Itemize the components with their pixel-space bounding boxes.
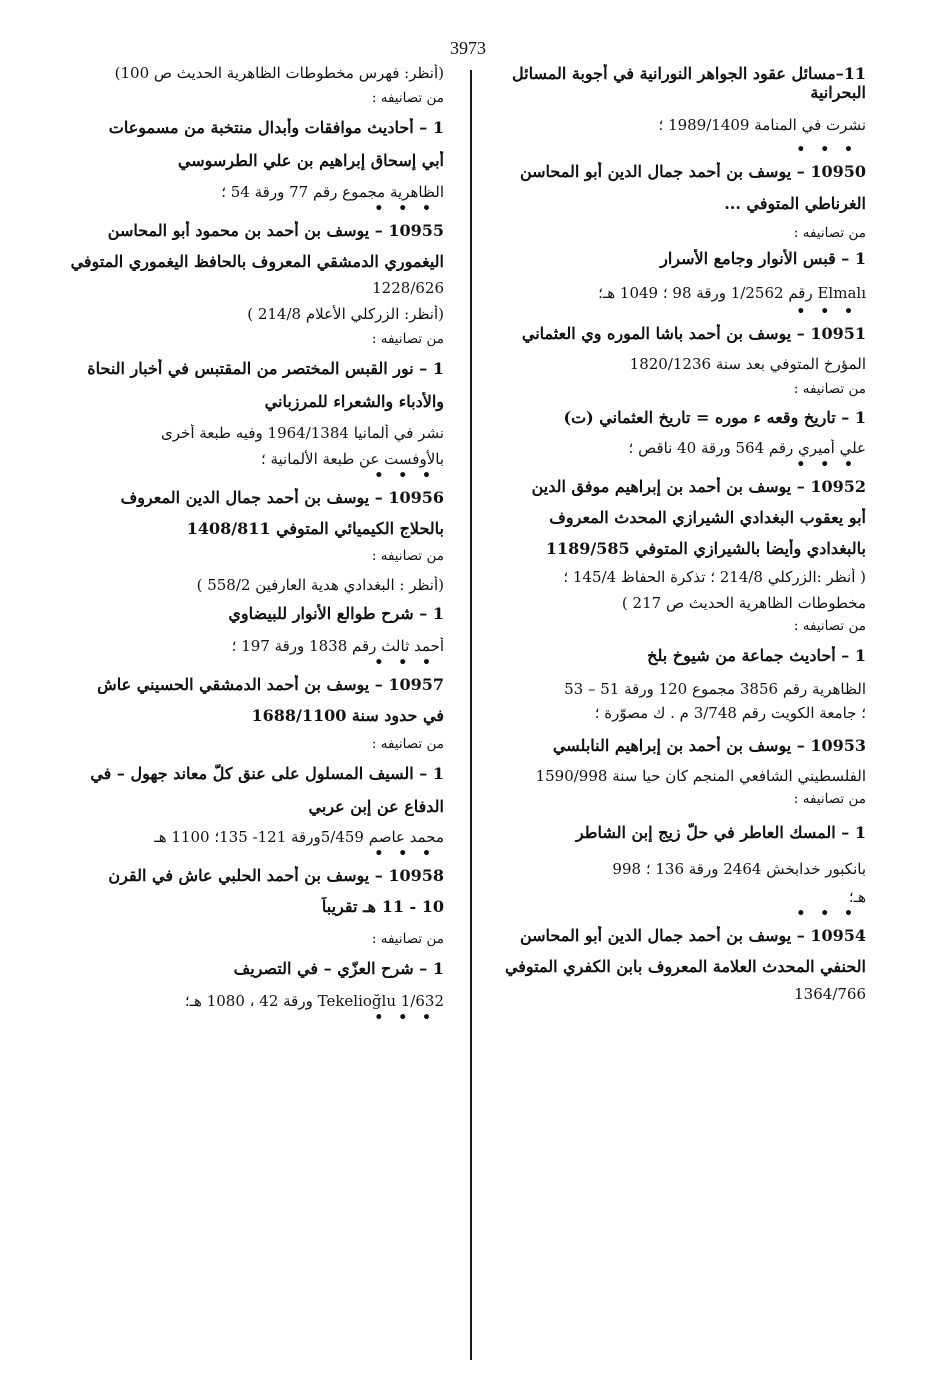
entry-heading-line: 1 – قبس الأنوار وجامع الأسرار: [660, 248, 866, 268]
entry-heading-line: 10952 – يوسف بن أحمد بن إبراهيم موفق الدين: [531, 476, 866, 496]
entry-heading-line: بالبغدادي وأيضا بالشيرازي المتوفي 1189/585: [545, 539, 866, 559]
entry-separator: • • •: [796, 304, 858, 321]
entry-heading-line: 10958 – يوسف بن أحمد الحلبي عاش في القرن: [108, 866, 444, 886]
entry-heading-line: 10 - 11 هـ تقريباً: [321, 897, 444, 917]
entry-text-line: المؤرخ المتوفي بعد سنة 1820/1236: [629, 355, 866, 374]
entry-heading-line: بالحلاج الكيميائي المتوفي 1408/811: [186, 518, 444, 538]
entry-heading-line: 1 – السيف المسلول على عنق كلّ معاند جهول – في: [90, 763, 444, 783]
entry-heading-line: والأدباء والشعراء للمرزباني: [264, 392, 444, 412]
entry-heading-line: 10956 – يوسف بن أحمد جمال الدين المعروف: [120, 487, 444, 507]
entry-separator: • • •: [796, 142, 858, 159]
left-column: [68, 64, 444, 1024]
entry-text-line: (أنظر: فهرس مخطوطات الظاهرية الحديث ص 100): [114, 64, 444, 82]
entry-heading-line: أبو يعقوب البغدادي الشيرازي المحدث المعروف: [549, 507, 866, 527]
entry-heading-line: اليغموري الدمشقي المعروف بالحافظ اليغموري المتوفي: [70, 251, 444, 271]
entry-heading-line: 1 – شرح طوالع الأنوار للبيضاوي: [228, 604, 444, 624]
section-label: من تصانيفه :: [371, 735, 444, 752]
entry-text-line: 1228/626: [372, 278, 444, 297]
entry-text-line: علي أميري رقم 564 ورقة 40 ناقص ؛: [628, 438, 866, 457]
entry-text-line: هـ؛: [848, 888, 866, 907]
entry-heading-line: 1 – تاريخ وقعه ء موره = تاريخ العثماني (ت): [563, 407, 866, 427]
entry-text-line: ؛ جامعة الكويت رقم 3/748 م . ك مصوّرة ؛: [594, 703, 866, 722]
entry-separator: • • •: [374, 655, 436, 672]
entry-heading-line: الغرناطي المتوفي ...: [724, 193, 866, 213]
entry-text-line: مخطوطات الظاهرية الحديث ص 217 ): [621, 594, 866, 613]
right-column: [494, 64, 866, 1003]
section-label: من تصانيفه :: [793, 381, 866, 398]
section-label: من تصانيفه :: [371, 547, 444, 564]
entry-text-line: ( أنظر :الزركلي 214/8 ؛ تذكرة الحفاظ 145/4 ؛: [563, 568, 866, 587]
entry-heading-line: الدفاع عن إبن عربي: [308, 797, 444, 816]
entry-heading-line: 10953 – يوسف بن أحمد بن إبراهيم النابلسي: [552, 735, 866, 755]
entry-text-line: نشرت في المنامة 1989/1409 ؛: [658, 116, 866, 135]
entry-heading-line: أبي إسحاق إبراهيم بن علي الطرسوسي: [177, 151, 444, 171]
entry-text-line: بانكبور خدابخش 2464 ورقة 136 ؛ 998: [612, 860, 866, 879]
page-number: 3973: [450, 38, 486, 58]
entry-heading-line: 1 – أحاديث موافقات وأبدال منتخبة من مسموعات: [108, 118, 444, 138]
entry-heading-line: 1 – نور القبس المختصر من المقتبس في أخبار النحاة: [87, 359, 444, 379]
entry-heading-line: 1 – المسك العاطر في حلّ زيج إبن الشاطر: [575, 823, 866, 842]
entry-heading-line: في حدود سنة 1688/1100: [251, 706, 444, 726]
section-label: من تصانيفه :: [793, 790, 866, 807]
entry-heading-line: 10950 – يوسف بن أحمد جمال الدين أبو المحاسن: [519, 162, 866, 182]
entry-text-line: (أنظر : البغدادي هدية العارفين 558/2 ): [196, 576, 444, 595]
entry-separator: • • •: [374, 1009, 436, 1026]
entry-separator: • • •: [374, 467, 436, 484]
entry-heading-line: 10957 – يوسف بن أحمد الدمشقي الحسيني عاش: [97, 675, 444, 695]
entry-text-line: الفلسطيني الشافعي المنجم كان حيا سنة 1590/998: [535, 766, 866, 785]
entry-separator: • • •: [796, 906, 858, 923]
entry-text-line: (أنظر: الزركلي الأعلام 214/8 ): [247, 304, 444, 323]
entry-text-line: Elmalı رقم 1/2562 ورقة 98 ؛ 1049 هـ؛: [598, 284, 866, 303]
entry-text-line: بالأوفست عن طبعة الألمانية ؛: [260, 449, 444, 468]
entry-heading-line: البحرانية: [810, 83, 866, 103]
entry-separator: • • •: [374, 846, 436, 863]
entry-heading-line: 1 – أحاديث جماعة من شيوخ بلخ: [647, 646, 866, 666]
entry-heading-line: الحنفي المحدث العلامة المعروف بابن الكفري المتوفي: [504, 957, 866, 977]
section-label: من تصانيفه :: [371, 90, 444, 106]
entry-heading-line: 11–مسائل عقود الجواهر النورانية في أجوبة المسائل: [512, 64, 866, 83]
entry-text-line: أحمد ثالث رقم 1838 ورقة 197 ؛: [231, 637, 444, 656]
entry-text-line: نشر في ألمانيا 1964/1384 وفيه طبعة أخرى: [161, 423, 444, 442]
entry-text-line: الظاهرية رقم 3856 مجموع 120 ورقة 51 – 53: [564, 679, 866, 698]
entry-text-line: الظاهرية مجموع رقم 77 ورقة 54 ؛: [221, 182, 444, 201]
entry-heading-line: 1 – شرح العزّي – في التصريف: [233, 958, 444, 978]
entry-separator: • • •: [796, 456, 858, 473]
section-label: من تصانيفه :: [371, 930, 444, 947]
section-label: من تصانيفه :: [793, 224, 866, 241]
section-label: من تصانيفه :: [793, 618, 866, 635]
entry-text-line: Tekelioğlu 1/632 ورقة 42 ، 1080 هـ؛: [184, 991, 444, 1010]
entry-text-line: محمد عاصم 5/459ورقة 121- 135؛ 1100 هـ: [154, 828, 444, 847]
entry-heading-line: 10955 – يوسف بن أحمد بن محمود أبو المحاسن: [107, 220, 444, 240]
entry-heading-line: 10954 – يوسف بن أحمد جمال الدين أبو المحاسن: [519, 926, 866, 946]
section-label: من تصانيفه :: [371, 330, 444, 347]
column-divider: [470, 70, 472, 1360]
entry-separator: • • •: [374, 200, 436, 217]
entry-heading-line: 10951 – يوسف بن أحمد باشا الموره وي العثماني: [521, 324, 866, 344]
entry-text-line: 1364/766: [794, 984, 866, 1003]
